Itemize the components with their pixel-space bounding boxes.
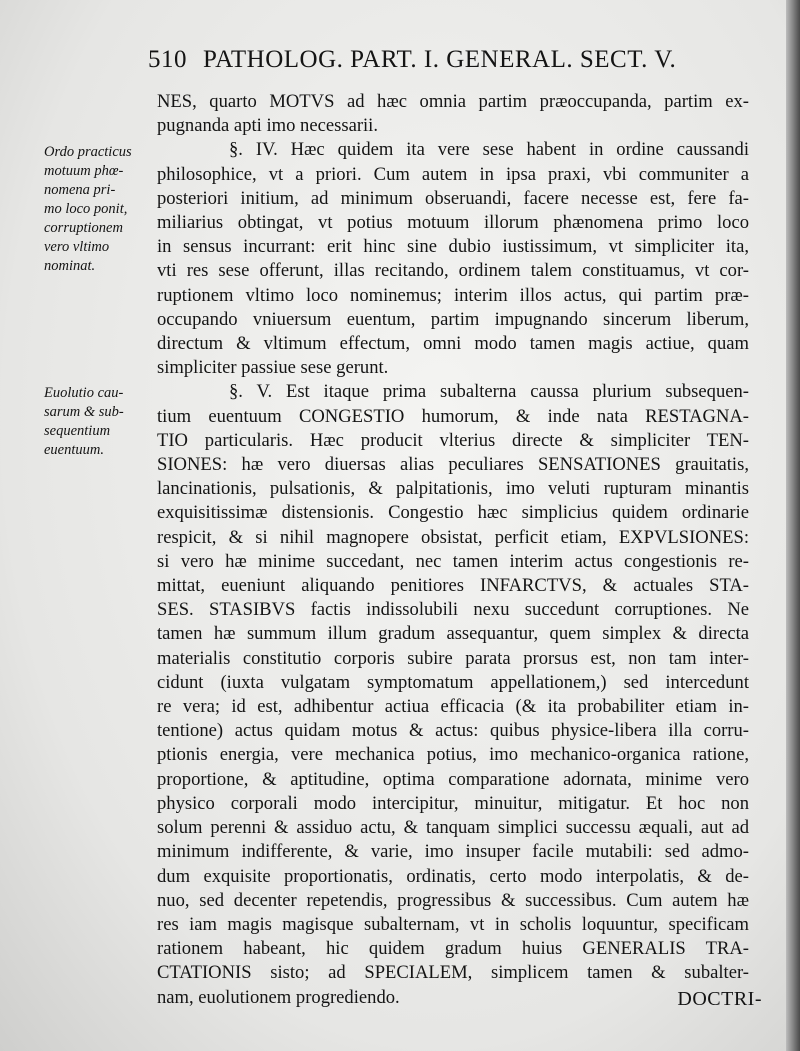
text-line: ptionis energia, vere mechanica potius, imo mechanico-organica ratione, (157, 744, 749, 766)
text-line: tium euentuum CONGESTIO humorum, & inde nata RESTAGNA- (157, 405, 749, 427)
text-line: directum & vltimum effectum, omni modo tamen magis actiue, quam (157, 333, 749, 355)
text-line: dum exquisite proportionatis, ordinatis, certo modo interpolatis, & de- (157, 865, 749, 887)
margin-note-line: sarum & sub- (44, 404, 124, 420)
margin-note-ordo (44, 143, 148, 276)
text-line: exquisitissimæ distensionis. Congestio hæc simplicius quidem ordinarie (157, 502, 749, 524)
margin-note-euolutio (44, 384, 148, 460)
section-heading-line: §. V. Est itaque prima subalterna caussa plurium subsequen- (229, 381, 749, 403)
text-line: res iam magis magisque subalternam, vt in scholis loquuntur, specificam (157, 913, 749, 935)
text-line: tentione) actus quidam motus & actus: quibus physice-libera illa corru- (157, 720, 749, 742)
margin-note-line: mo loco ponit, (44, 201, 128, 217)
text-line: respicit, & si nihil magnopere obsistat, perficit etiam, EXPVLSIONES: (157, 526, 749, 548)
text-line: SES. STASIBVS factis indissolubili nexu succedunt corruptiones. Ne (157, 599, 749, 621)
text-line: solum perenni & assiduo actu, & tanquam simplici successu æquali, aut ad (157, 817, 749, 839)
text-line: ruptionem vltimo loco nominemus; interim illos actus, qui partim præ- (157, 284, 749, 306)
text-line: TIO particularis. Hæc producit vlterius directe & simpliciter TEN- (157, 429, 749, 451)
text-line: mittat, eueniunt aliquando penitiores INFARCTVS, & actuales STA- (157, 575, 749, 597)
text-line: tamen hæ summum illum gradum assequantur, quem simplex & directa (157, 623, 749, 645)
text-line: cidunt (iuxta vulgatam symptomatum appellationem,) sed intercedunt (157, 671, 749, 693)
catchword: DOCTRI- (677, 988, 762, 1010)
margin-note-line: nomena pri- (44, 182, 116, 198)
page-gutter (786, 0, 800, 1051)
margin-note-line: vero vltimo (44, 239, 110, 255)
margin-note-line: euentuum. (44, 442, 104, 458)
margin-note-line: corruptionem (44, 220, 123, 236)
page-number: 510 (148, 46, 187, 73)
text-line: minimum indifferente, & varie, imo insuper facile mutabili: sed admo- (157, 841, 749, 863)
margin-note-line: motuum phœ- (44, 163, 124, 179)
text-line: SIONES: hæ vero diuersas alias peculiares SENSATIONES grauitatis, (157, 454, 749, 476)
text-line: occupando vniuersum euentum, partim impugnando sincerum liberum, (157, 308, 749, 330)
margin-note-line: nominat. (44, 258, 96, 274)
text-line: pugnanda apti imo necessarii. (157, 115, 378, 137)
text-line: in sensus incurrant: erit hinc sine dubio iustissimum, vt simpliciter ita, (157, 236, 749, 258)
margin-note-line: sequentium (44, 423, 111, 439)
text-line: nam, euolutionem progrediendo. (157, 986, 400, 1008)
text-line: CTATIONIS sisto; ad SPECIALEM, simplicem tamen & subalter- (157, 962, 749, 984)
text-line: nuo, sed decenter repetendis, progressibus & successibus. Cum autem hæ (157, 889, 749, 911)
text-line: simpliciter passiue sese gerunt. (157, 357, 389, 379)
text-line: vti res sese offerunt, illas recitando, ordinem talem constituamus, vt cor- (157, 260, 749, 282)
text-line: si vero hæ minime succedant, nec tamen interim actus congestionis re- (157, 550, 749, 572)
margin-note-line: Ordo practicus (44, 144, 132, 160)
text-line: miliarius obtingat, vt potius motuum illorum phænomena primo loco (157, 212, 749, 234)
text-line: rationem habeant, hic quidem gradum huius GENERALIS TRA- (157, 938, 749, 960)
margin-note-line: Euolutio cau- (44, 385, 124, 401)
text-line: re vera; id est, adhibentur actiua efficacia (& ita probabiliter etiam in- (157, 696, 749, 718)
text-line: proportione, & aptitudine, optima comparatione adornata, minime vero (157, 768, 749, 790)
text-line: lancinationis, pulsationis, & palpitationis, imo veluti rupturam minantis (157, 478, 749, 500)
text-line: physico corporali modo intercipitur, minuitur, mitigatur. Et hoc non (157, 792, 749, 814)
running-title: PATHOLOG. PART. I. GENERAL. SECT. V. (203, 46, 677, 73)
running-header (148, 46, 708, 74)
text-line: NES, quarto MOTVS ad hæc omnia partim præoccupanda, partim ex- (157, 91, 749, 112)
text-line: posteriori initium, ad minimum obseruandi, facere necesse est, fere fa- (157, 187, 749, 209)
text-line: philosophice, vt a priori. Cum autem in ipsa praxi, vbi communiter a (157, 163, 749, 185)
section-heading-line: §. IV. Hæc quidem ita vere sese habent in ordine caussandi (229, 139, 749, 161)
body-text (157, 90, 749, 1010)
text-line: materialis constitutio corporis subire parata prorsus est, non tam inter- (157, 647, 749, 669)
